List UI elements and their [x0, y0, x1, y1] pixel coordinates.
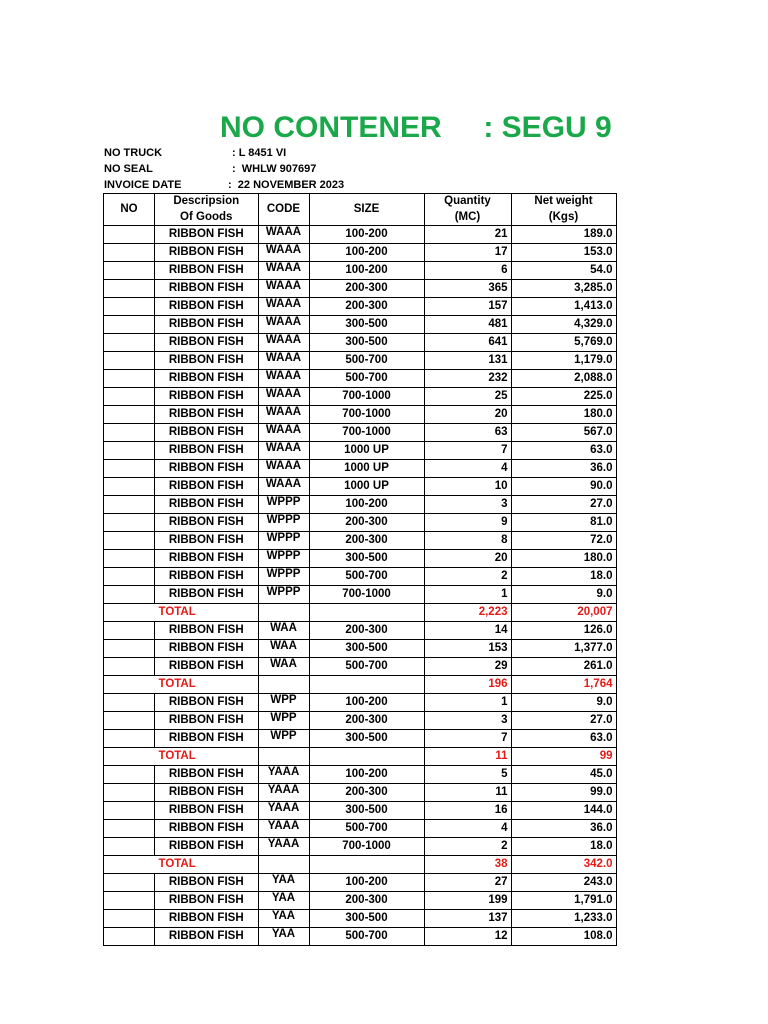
no-cell	[104, 604, 155, 622]
table-row	[104, 244, 617, 262]
net-weight-cell: 1,377.0	[511, 640, 616, 658]
description-cell: RIBBON FISH	[155, 532, 259, 550]
size-cell: 500-700	[309, 370, 424, 388]
description-cell: RIBBON FISH	[155, 694, 259, 712]
table-row	[104, 766, 617, 784]
description-cell: RIBBON FISH	[155, 658, 259, 676]
no-cell	[104, 910, 155, 928]
invoice-date-label: INVOICE DATE	[104, 179, 182, 191]
no-cell	[104, 568, 155, 586]
net-weight-cell: 81.0	[511, 514, 616, 532]
size-cell: 500-700	[309, 820, 424, 838]
size-cell: 200-300	[309, 622, 424, 640]
header-qty-line1: Quantity	[424, 194, 511, 210]
net-weight-cell: 36.0	[511, 820, 616, 838]
header-desc-line1: Descripsion	[155, 194, 259, 210]
code-cell: WAAA	[258, 352, 309, 370]
size-cell: 500-700	[309, 928, 424, 946]
net-weight-cell: 36.0	[511, 460, 616, 478]
size-cell: 300-500	[309, 316, 424, 334]
net-weight-cell: 90.0	[511, 478, 616, 496]
table-row	[104, 532, 617, 550]
quantity-cell: 5	[424, 766, 511, 784]
code-cell: WPP	[258, 694, 309, 712]
quantity-cell: 157	[424, 298, 511, 316]
net-weight-cell: 153.0	[511, 244, 616, 262]
description-cell: RIBBON FISH	[155, 802, 259, 820]
size-cell: 200-300	[309, 784, 424, 802]
net-weight-cell: 126.0	[511, 622, 616, 640]
quantity-cell: 7	[424, 442, 511, 460]
size-cell: 500-700	[309, 352, 424, 370]
quantity-cell: 4	[424, 460, 511, 478]
net-weight-cell: 243.0	[511, 874, 616, 892]
quantity-cell: 14	[424, 622, 511, 640]
size-cell: 700-1000	[309, 388, 424, 406]
net-weight-cell: 18.0	[511, 568, 616, 586]
description-cell: RIBBON FISH	[155, 586, 259, 604]
net-weight-cell: 144.0	[511, 802, 616, 820]
description-cell: RIBBON FISH	[155, 928, 259, 946]
code-cell: WAAA	[258, 442, 309, 460]
table-row	[104, 334, 617, 352]
code-cell: YAAA	[258, 820, 309, 838]
quantity-cell: 365	[424, 280, 511, 298]
code-cell: WAAA	[258, 244, 309, 262]
description-cell: RIBBON FISH	[155, 766, 259, 784]
table-row	[104, 226, 617, 244]
description-cell: RIBBON FISH	[155, 820, 259, 838]
no-cell	[104, 280, 155, 298]
code-cell: WAAA	[258, 406, 309, 424]
table-row	[104, 298, 617, 316]
quantity-cell: 10	[424, 478, 511, 496]
quantity-cell: 11	[424, 784, 511, 802]
code-cell: YAAA	[258, 766, 309, 784]
quantity-cell: 641	[424, 334, 511, 352]
size-cell: 500-700	[309, 658, 424, 676]
quantity-cell: 6	[424, 262, 511, 280]
net-weight-cell: 180.0	[511, 550, 616, 568]
table-row	[104, 910, 617, 928]
table-row	[104, 424, 617, 442]
size-cell: 300-500	[309, 730, 424, 748]
size-cell	[309, 856, 424, 874]
code-cell: WPPP	[258, 496, 309, 514]
no-cell	[104, 352, 155, 370]
header-no: NO	[104, 194, 155, 226]
quantity-cell: 29	[424, 658, 511, 676]
description-cell: RIBBON FISH	[155, 910, 259, 928]
size-cell: 100-200	[309, 766, 424, 784]
description-cell: RIBBON FISH	[155, 406, 259, 424]
size-cell: 200-300	[309, 514, 424, 532]
header-size: SIZE	[309, 194, 424, 226]
no-cell	[104, 316, 155, 334]
code-cell: WAAA	[258, 316, 309, 334]
size-cell	[309, 748, 424, 766]
no-cell	[104, 640, 155, 658]
net-weight-cell: 9.0	[511, 586, 616, 604]
code-cell: YAAA	[258, 802, 309, 820]
code-cell: WAA	[258, 640, 309, 658]
description-cell: RIBBON FISH	[155, 370, 259, 388]
net-weight-cell: 27.0	[511, 712, 616, 730]
code-cell: WAAA	[258, 460, 309, 478]
no-cell	[104, 244, 155, 262]
quantity-cell: 25	[424, 388, 511, 406]
quantity-cell: 17	[424, 244, 511, 262]
code-cell: WAAA	[258, 424, 309, 442]
no-cell	[104, 694, 155, 712]
table-row	[104, 352, 617, 370]
table-row	[104, 460, 617, 478]
code-cell: WPPP	[258, 568, 309, 586]
description-cell: RIBBON FISH	[155, 784, 259, 802]
quantity-cell: 21	[424, 226, 511, 244]
no-cell	[104, 838, 155, 856]
net-weight-cell: 567.0	[511, 424, 616, 442]
no-cell	[104, 532, 155, 550]
description-cell: RIBBON FISH	[155, 352, 259, 370]
quantity-cell: 63	[424, 424, 511, 442]
quantity-cell: 3	[424, 496, 511, 514]
description-cell: RIBBON FISH	[155, 460, 259, 478]
net-weight-cell: 3,285.0	[511, 280, 616, 298]
description-cell: RIBBON FISH	[155, 838, 259, 856]
table-row	[104, 784, 617, 802]
table-row	[104, 730, 617, 748]
code-cell	[258, 604, 309, 622]
total-quantity: 196	[424, 676, 511, 694]
description-cell: RIBBON FISH	[155, 226, 259, 244]
quantity-cell: 199	[424, 892, 511, 910]
no-cell	[104, 478, 155, 496]
description-cell: RIBBON FISH	[155, 334, 259, 352]
no-cell	[104, 748, 155, 766]
seal-label: NO SEAL	[104, 163, 153, 175]
total-row	[104, 856, 617, 874]
table-row	[104, 820, 617, 838]
description-cell: RIBBON FISH	[155, 640, 259, 658]
quantity-cell: 131	[424, 352, 511, 370]
net-weight-cell: 54.0	[511, 262, 616, 280]
description-cell: RIBBON FISH	[155, 478, 259, 496]
no-cell	[104, 586, 155, 604]
code-cell	[258, 856, 309, 874]
no-cell	[104, 460, 155, 478]
packing-table	[103, 193, 617, 946]
size-cell: 200-300	[309, 532, 424, 550]
header-net-line2: (Kgs)	[511, 210, 616, 226]
size-cell: 300-500	[309, 910, 424, 928]
net-weight-cell: 2,088.0	[511, 370, 616, 388]
description-cell: RIBBON FISH	[155, 622, 259, 640]
table-row	[104, 658, 617, 676]
size-cell: 700-1000	[309, 406, 424, 424]
header-net-line1: Net weight	[511, 194, 616, 210]
total-row	[104, 748, 617, 766]
size-cell: 1000 UP	[309, 442, 424, 460]
size-cell: 300-500	[309, 550, 424, 568]
total-net-weight: 342.0	[511, 856, 616, 874]
code-cell: WAA	[258, 658, 309, 676]
description-cell: RIBBON FISH	[155, 892, 259, 910]
table-row	[104, 406, 617, 424]
quantity-cell: 137	[424, 910, 511, 928]
table-row	[104, 478, 617, 496]
net-weight-cell: 18.0	[511, 838, 616, 856]
description-cell: RIBBON FISH	[155, 730, 259, 748]
description-cell: RIBBON FISH	[155, 496, 259, 514]
description-cell: RIBBON FISH	[155, 280, 259, 298]
table-row	[104, 514, 617, 532]
net-weight-cell: 63.0	[511, 442, 616, 460]
size-cell: 100-200	[309, 262, 424, 280]
header-desc-line2: Of Goods	[155, 210, 259, 226]
size-cell: 300-500	[309, 802, 424, 820]
size-cell: 100-200	[309, 694, 424, 712]
quantity-cell: 232	[424, 370, 511, 388]
size-cell: 1000 UP	[309, 460, 424, 478]
size-cell: 100-200	[309, 874, 424, 892]
net-weight-cell: 1,791.0	[511, 892, 616, 910]
table-row	[104, 622, 617, 640]
size-cell: 200-300	[309, 280, 424, 298]
table-row	[104, 928, 617, 946]
code-cell	[258, 676, 309, 694]
no-cell	[104, 298, 155, 316]
code-cell: WAAA	[258, 280, 309, 298]
description-cell: RIBBON FISH	[155, 298, 259, 316]
size-cell: 200-300	[309, 712, 424, 730]
code-cell: WAAA	[258, 370, 309, 388]
total-net-weight: 1,764	[511, 676, 616, 694]
table-row	[104, 802, 617, 820]
no-cell	[104, 334, 155, 352]
header-qty-line2: (MC)	[424, 210, 511, 226]
size-cell: 200-300	[309, 298, 424, 316]
no-cell	[104, 676, 155, 694]
net-weight-cell: 1,179.0	[511, 352, 616, 370]
description-cell: RIBBON FISH	[155, 388, 259, 406]
truck-value: : L 8451 VI	[232, 147, 287, 159]
code-cell: WAAA	[258, 388, 309, 406]
description-cell: RIBBON FISH	[155, 262, 259, 280]
net-weight-cell: 99.0	[511, 784, 616, 802]
table-row	[104, 712, 617, 730]
size-cell: 700-1000	[309, 424, 424, 442]
quantity-cell: 2	[424, 838, 511, 856]
no-cell	[104, 820, 155, 838]
code-cell: WAA	[258, 622, 309, 640]
size-cell: 500-700	[309, 568, 424, 586]
description-cell: RIBBON FISH	[155, 568, 259, 586]
size-cell: 300-500	[309, 640, 424, 658]
net-weight-cell: 5,769.0	[511, 334, 616, 352]
quantity-cell: 9	[424, 514, 511, 532]
code-cell: WPPP	[258, 514, 309, 532]
size-cell	[309, 676, 424, 694]
code-cell: WPPP	[258, 532, 309, 550]
net-weight-cell: 63.0	[511, 730, 616, 748]
code-cell: WAAA	[258, 226, 309, 244]
no-cell	[104, 892, 155, 910]
total-net-weight: 99	[511, 748, 616, 766]
quantity-cell: 1	[424, 694, 511, 712]
no-cell	[104, 550, 155, 568]
table-row	[104, 442, 617, 460]
no-cell	[104, 658, 155, 676]
no-cell	[104, 262, 155, 280]
no-cell	[104, 424, 155, 442]
size-cell: 300-500	[309, 334, 424, 352]
seal-value: : WHLW 907697	[232, 163, 317, 175]
code-cell: YAAA	[258, 838, 309, 856]
total-net-weight: 20,007	[511, 604, 616, 622]
code-cell: WAAA	[258, 478, 309, 496]
size-cell: 1000 UP	[309, 478, 424, 496]
code-cell: WAAA	[258, 334, 309, 352]
size-cell: 700-1000	[309, 586, 424, 604]
quantity-cell: 153	[424, 640, 511, 658]
no-cell	[104, 928, 155, 946]
code-cell: YAA	[258, 892, 309, 910]
total-quantity: 2,223	[424, 604, 511, 622]
no-cell	[104, 514, 155, 532]
table-row	[104, 388, 617, 406]
quantity-cell: 7	[424, 730, 511, 748]
quantity-cell: 2	[424, 568, 511, 586]
size-cell: 200-300	[309, 892, 424, 910]
code-cell: WPPP	[258, 550, 309, 568]
no-cell	[104, 388, 155, 406]
total-row	[104, 604, 617, 622]
no-cell	[104, 784, 155, 802]
total-row	[104, 676, 617, 694]
total-quantity: 38	[424, 856, 511, 874]
code-cell: YAA	[258, 910, 309, 928]
table-row	[104, 640, 617, 658]
table-row	[104, 496, 617, 514]
truck-label: NO TRUCK	[104, 147, 163, 159]
container-title: NO CONTENER : SEGU 9	[220, 111, 612, 144]
net-weight-cell: 180.0	[511, 406, 616, 424]
net-weight-cell: 261.0	[511, 658, 616, 676]
no-cell	[104, 622, 155, 640]
total-label: TOTAL	[155, 604, 259, 622]
total-label: TOTAL	[155, 676, 259, 694]
total-quantity: 11	[424, 748, 511, 766]
code-cell: WAAA	[258, 262, 309, 280]
no-cell	[104, 442, 155, 460]
net-weight-cell: 225.0	[511, 388, 616, 406]
net-weight-cell: 1,233.0	[511, 910, 616, 928]
description-cell: RIBBON FISH	[155, 442, 259, 460]
net-weight-cell: 108.0	[511, 928, 616, 946]
quantity-cell: 20	[424, 406, 511, 424]
no-cell	[104, 766, 155, 784]
size-cell: 100-200	[309, 226, 424, 244]
code-cell: WPP	[258, 730, 309, 748]
description-cell: RIBBON FISH	[155, 874, 259, 892]
code-cell	[258, 748, 309, 766]
description-cell: RIBBON FISH	[155, 712, 259, 730]
table-row	[104, 568, 617, 586]
net-weight-cell: 72.0	[511, 532, 616, 550]
description-cell: RIBBON FISH	[155, 550, 259, 568]
size-cell: 100-200	[309, 244, 424, 262]
table-row	[104, 262, 617, 280]
quantity-cell: 4	[424, 820, 511, 838]
code-cell: YAAA	[258, 784, 309, 802]
description-cell: RIBBON FISH	[155, 424, 259, 442]
net-weight-cell: 27.0	[511, 496, 616, 514]
total-label: TOTAL	[155, 856, 259, 874]
net-weight-cell: 45.0	[511, 766, 616, 784]
quantity-cell: 8	[424, 532, 511, 550]
quantity-cell: 481	[424, 316, 511, 334]
no-cell	[104, 730, 155, 748]
size-cell: 100-200	[309, 496, 424, 514]
quantity-cell: 1	[424, 586, 511, 604]
header-code: CODE	[258, 194, 309, 226]
invoice-date-value: : 22 NOVEMBER 2023	[228, 179, 345, 191]
table-row	[104, 370, 617, 388]
quantity-cell: 16	[424, 802, 511, 820]
total-label: TOTAL	[155, 748, 259, 766]
no-cell	[104, 496, 155, 514]
net-weight-cell: 1,413.0	[511, 298, 616, 316]
code-cell: YAA	[258, 928, 309, 946]
quantity-cell: 20	[424, 550, 511, 568]
description-cell: RIBBON FISH	[155, 514, 259, 532]
table-row	[104, 586, 617, 604]
table-row	[104, 280, 617, 298]
code-cell: WPPP	[258, 586, 309, 604]
quantity-cell: 12	[424, 928, 511, 946]
table-row	[104, 694, 617, 712]
size-cell	[309, 604, 424, 622]
table-row	[104, 874, 617, 892]
quantity-cell: 3	[424, 712, 511, 730]
no-cell	[104, 370, 155, 388]
code-cell: WPP	[258, 712, 309, 730]
table-row	[104, 838, 617, 856]
code-cell: WAAA	[258, 298, 309, 316]
table-row	[104, 550, 617, 568]
quantity-cell: 27	[424, 874, 511, 892]
net-weight-cell: 9.0	[511, 694, 616, 712]
table-row	[104, 316, 617, 334]
net-weight-cell: 189.0	[511, 226, 616, 244]
no-cell	[104, 874, 155, 892]
net-weight-cell: 4,329.0	[511, 316, 616, 334]
no-cell	[104, 712, 155, 730]
table-body	[104, 226, 617, 946]
description-cell: RIBBON FISH	[155, 316, 259, 334]
no-cell	[104, 856, 155, 874]
description-cell: RIBBON FISH	[155, 244, 259, 262]
size-cell: 700-1000	[309, 838, 424, 856]
no-cell	[104, 406, 155, 424]
no-cell	[104, 226, 155, 244]
table-row	[104, 892, 617, 910]
code-cell: YAA	[258, 874, 309, 892]
no-cell	[104, 802, 155, 820]
